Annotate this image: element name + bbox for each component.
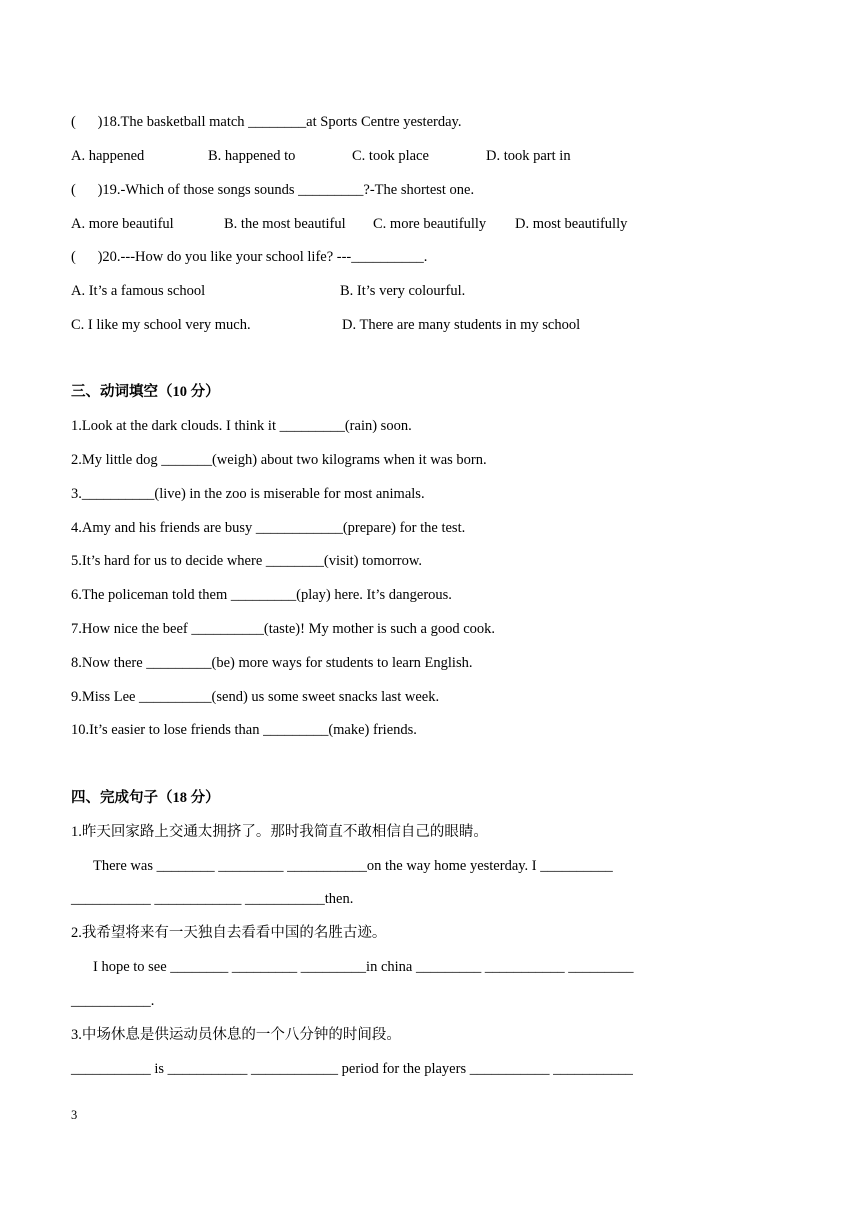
option-c: C. I like my school very much. — [71, 317, 251, 333]
option-c: C. more beautifully — [373, 216, 487, 232]
list-item: 9.Miss Lee __________(send) us some sweet snacks last week. — [71, 689, 440, 705]
list-item: 7.How nice the beef __________(taste)! My mother is such a good cook. — [71, 621, 496, 637]
question-3-english-line-1: ___________ is ___________ ____________ period for the players ___________ ___________ — [71, 1061, 633, 1077]
option-b: B. It’s very colourful. — [340, 283, 466, 299]
option-d: D. took part in — [486, 148, 571, 164]
question-2-english-line-2: ___________. — [71, 993, 155, 1009]
question-1-chinese: 1.昨天回家路上交通太拥挤了。那时我简直不敢相信自己的眼睛。 — [71, 824, 488, 840]
list-item: 10.It’s easier to lose friends than _________(make) friends. — [71, 722, 417, 738]
list-item: 5.It’s hard for us to decide where ________(visit) tomorrow. — [71, 553, 423, 569]
option-d: D. most beautifully — [515, 216, 628, 232]
list-item: 6.The policeman told them _________(play) here. It’s dangerous. — [71, 587, 452, 603]
option-a: A. happened — [71, 148, 145, 164]
question-3-chinese: 3.中场休息是供运动员休息的一个八分钟的时间段。 — [71, 1027, 401, 1043]
option-d: D. There are many students in my school — [342, 317, 581, 333]
question-2-chinese: 2.我希望将来有一天独自去看看中国的名胜古迹。 — [71, 925, 387, 941]
option-a: A. more beautiful — [71, 216, 174, 232]
option-b: B. the most beautiful — [224, 216, 346, 232]
question-20-stem: ( )20.---How do you like your school life? ---__________. — [71, 249, 428, 265]
question-1-english-line-1: There was ________ _________ ___________on the way home yesterday. I __________ — [93, 858, 613, 874]
list-item: 8.Now there _________(be) more ways for students to learn English. — [71, 655, 473, 671]
question-2-english-line-1: I hope to see ________ _________ _________in china _________ ___________ _________ — [93, 959, 634, 975]
question-18-stem: ( )18.The basketball match ________at Sports Centre yesterday. — [71, 114, 462, 130]
section-3-heading: 三、动词填空（10 分） — [71, 384, 220, 400]
list-item: 4.Amy and his friends are busy ____________(prepare) for the test. — [71, 520, 466, 536]
section-4-heading: 四、完成句子（18 分） — [71, 790, 220, 806]
list-item: 1.Look at the dark clouds. I think it _________(rain) soon. — [71, 418, 412, 434]
question-1-english-line-2: ___________ ____________ ___________then. — [71, 891, 354, 907]
list-item: 3.__________(live) in the zoo is miserable for most animals. — [71, 486, 425, 502]
option-a: A. It’s a famous school — [71, 283, 206, 299]
option-b: B. happened to — [208, 148, 296, 164]
list-item: 2.My little dog _______(weigh) about two kilograms when it was born. — [71, 452, 487, 468]
option-c: C. took place — [352, 148, 429, 164]
page-number: 3 — [71, 1108, 78, 1122]
question-19-stem: ( )19.-Which of those songs sounds _________?-The shortest one. — [71, 182, 475, 198]
